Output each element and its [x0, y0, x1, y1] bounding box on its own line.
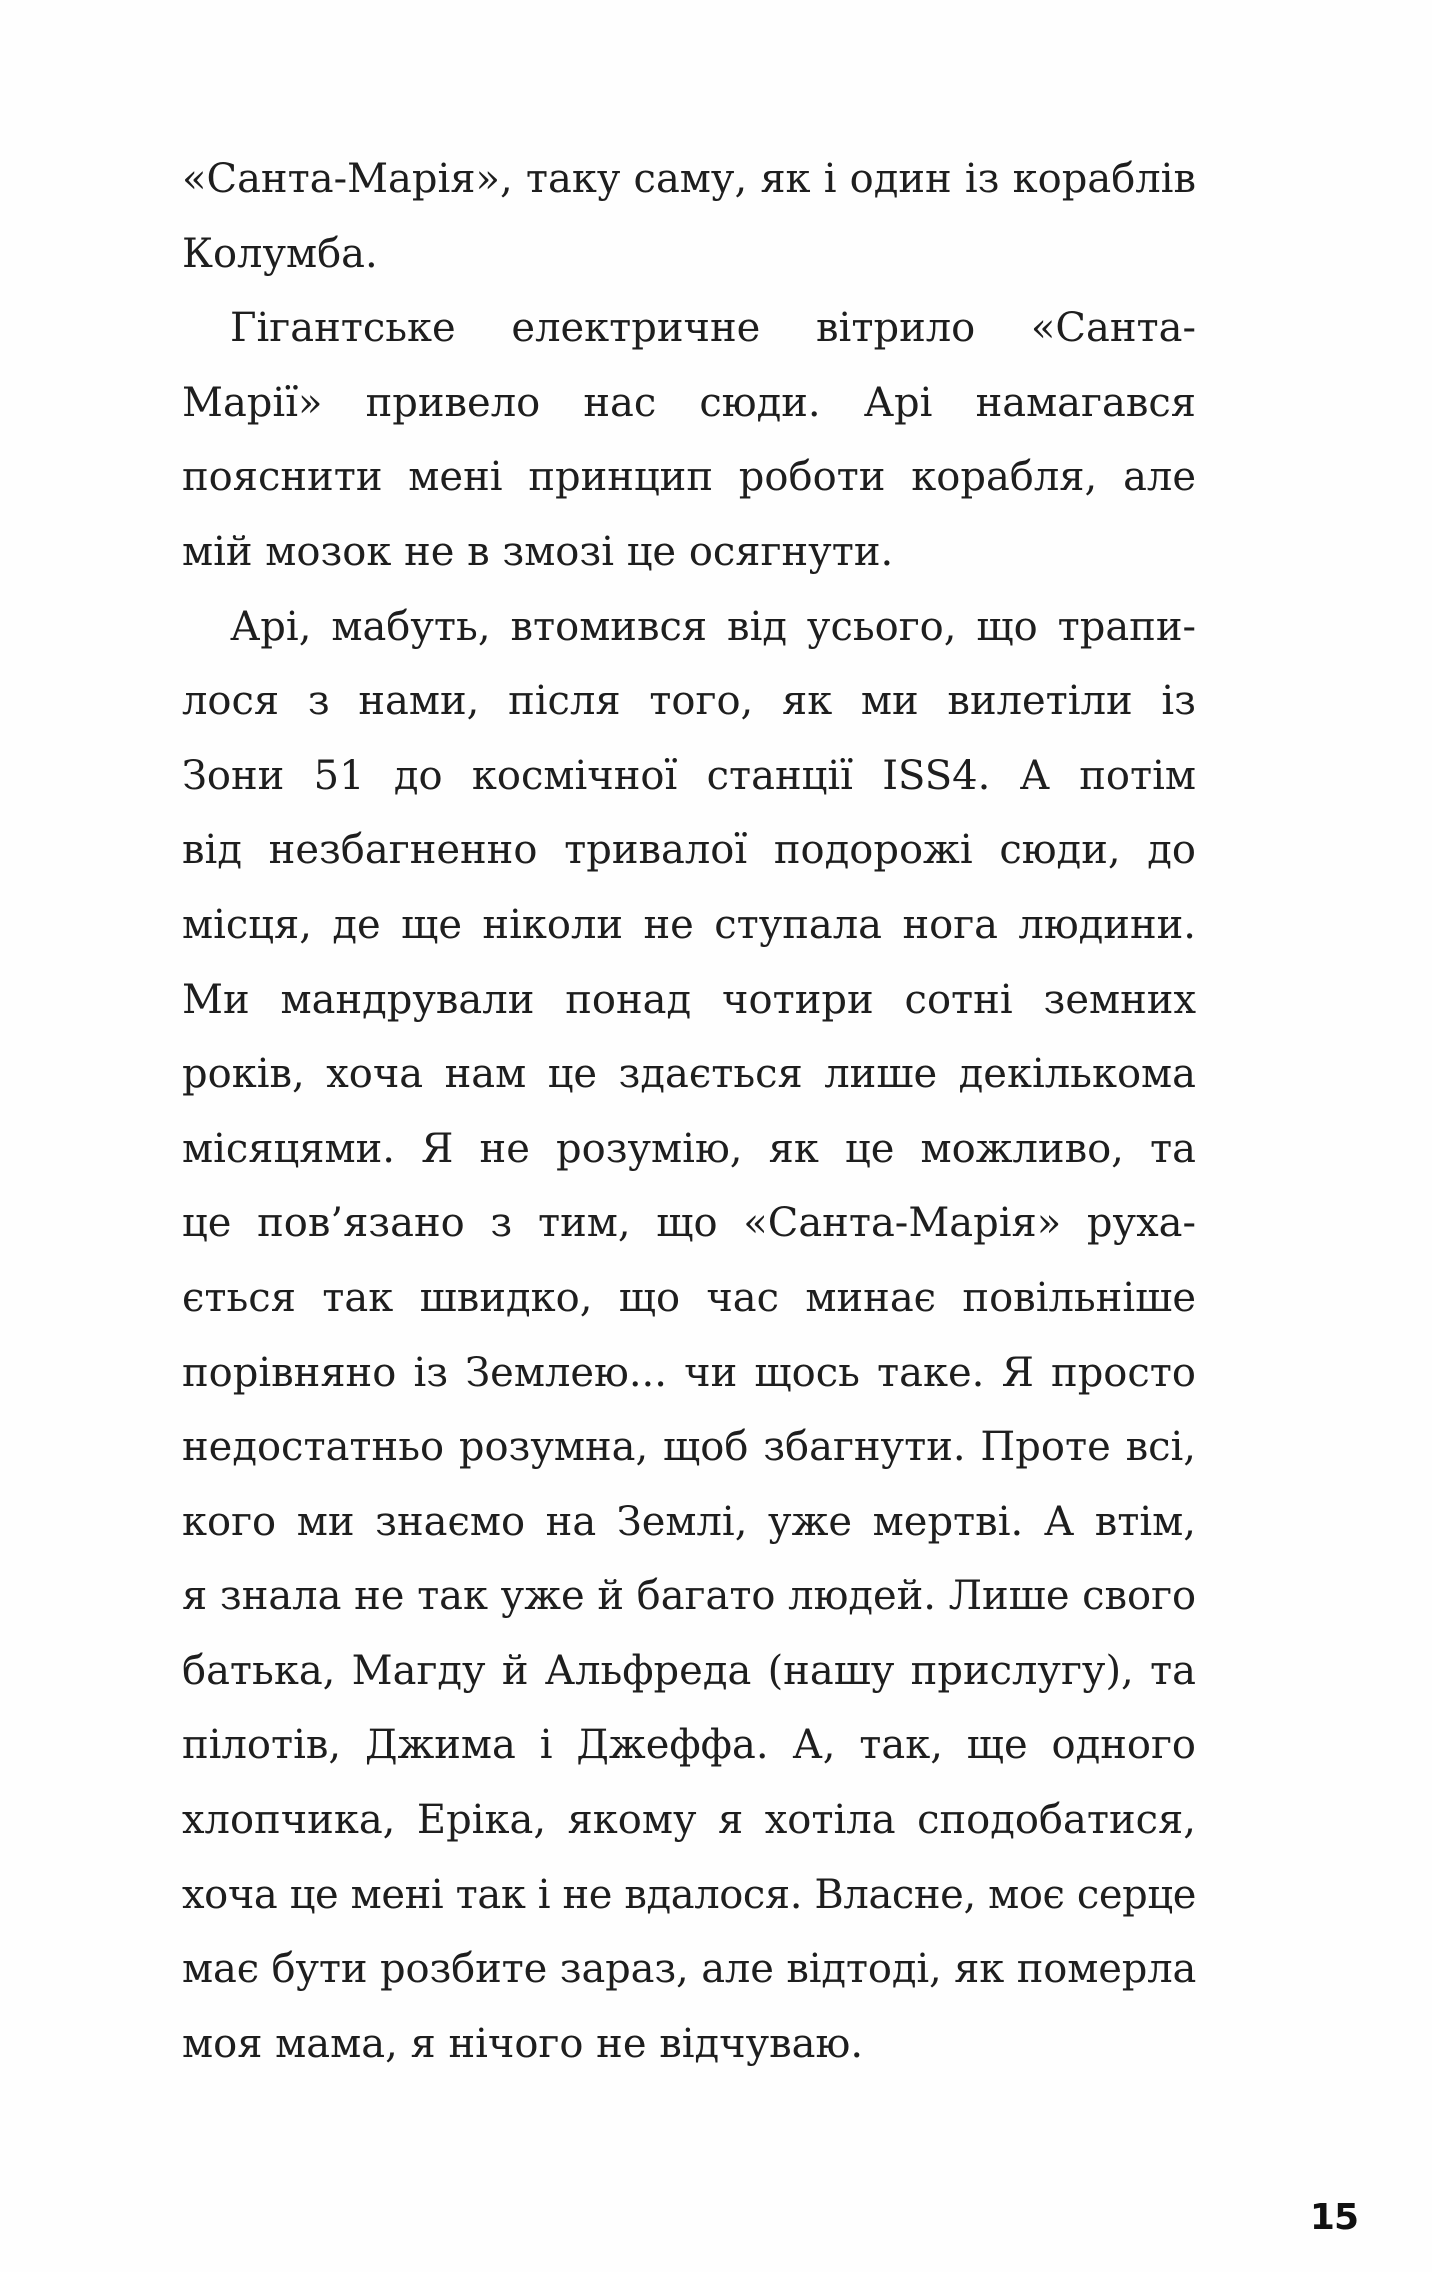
text-line: це пов’язано з тим, що «Санта-Марія» руха- [182, 1200, 1196, 1247]
text-line: Марії» привело нас сюди. Арі намагався [182, 379, 1196, 426]
text-line: від незбагненно тривалої подорожі сюди, до [182, 827, 1196, 874]
text-line: Гігантське електричне вітрило «Санта- [230, 305, 1196, 352]
text-line: Зони 51 до космічної станції ISS4. А потім [182, 752, 1196, 799]
paragraph-2 [182, 291, 1196, 589]
text-line: мій мозок не в змозі це осягнути. [182, 528, 894, 575]
text-line: кого ми знаємо на Землі, уже мертві. А втім, [182, 1498, 1196, 1545]
text-line: місця, де ще ніколи не ступала нога людини. [182, 901, 1196, 948]
text-line: батька, Магду й Альфреда (нашу прислугу), та [182, 1647, 1196, 1694]
text-line: недостатньо розумна, щоб збагнути. Проте всі, [182, 1424, 1196, 1471]
text-line: місяцями. Я не розумію, як це можливо, та [182, 1125, 1196, 1172]
paragraph-3 [182, 590, 1196, 2082]
text-line: ється так швидко, що час минає повільніше [182, 1274, 1196, 1321]
text-line: лося з нами, після того, як ми вилетіли із [182, 678, 1196, 725]
text-line: Колумба. [182, 230, 378, 277]
text-line: Арі, мабуть, втомився від усього, що трапи- [230, 603, 1196, 650]
text-line: я знала не так уже й багато людей. Лише свого [182, 1573, 1197, 1620]
paragraph-1 [182, 142, 1196, 291]
text-line: моя мама, я нічого не відчуваю. [182, 2020, 864, 2067]
text-line: Ми мандрували понад чотири сотні земних [182, 976, 1196, 1023]
text-line: має бути розбите зараз, але відтоді, як померла [182, 1946, 1197, 1993]
text-line: років, хоча нам це здається лише декількома [182, 1051, 1196, 1098]
text-line: порівняно із Землею... чи щось таке. Я просто [182, 1349, 1196, 1396]
body-text [182, 142, 1196, 2081]
text-line: хоча це мені так і не вдалося. Власне, моє серце [182, 1871, 1196, 1918]
text-line: пояснити мені принцип роботи корабля, але [182, 454, 1196, 501]
text-line: пілотів, Джима і Джеффа. А, так, ще одного [182, 1722, 1196, 1769]
page-number: 15 [1309, 2197, 1358, 2238]
text-line: «Санта-Марія», таку саму, як і один із кораблів [182, 156, 1196, 202]
text-line: хлопчика, Еріка, якому я хотіла сподобатися, [182, 1797, 1196, 1844]
